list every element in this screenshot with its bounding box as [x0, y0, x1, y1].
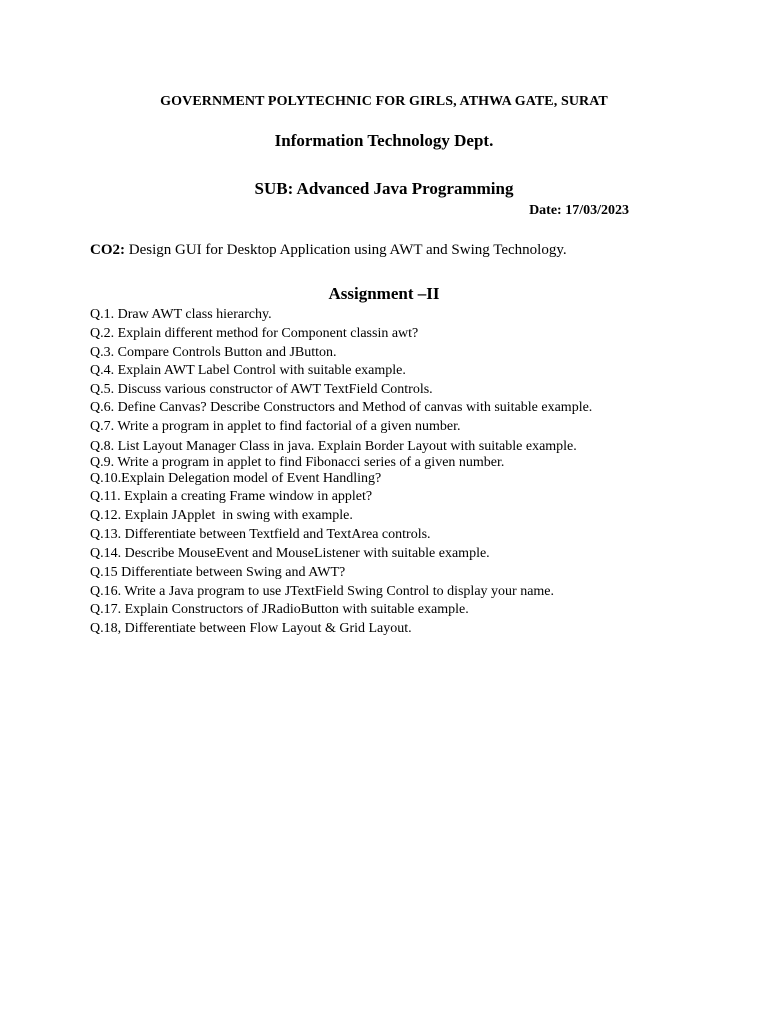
question-item: Q.4. Explain AWT Label Control with suitable example. — [90, 363, 406, 378]
question-item: Q.2. Explain different method for Component classin awt? — [90, 326, 419, 341]
assignment-date: Date: 17/03/2023 — [529, 203, 629, 218]
department-name: Information Technology Dept. — [274, 131, 494, 150]
question-item: Q.6. Define Canvas? Describe Constructors and Method of canvas with suitable example. — [90, 400, 593, 415]
question-item: Q.14. Describe MouseEvent and MouseListener with suitable example. — [90, 546, 490, 561]
question-item: Q.13. Differentiate between Textfield and TextArea controls. — [90, 527, 431, 542]
subject-title: SUB: Advanced Java Programming — [254, 179, 514, 198]
question-item: Q.1. Draw AWT class hierarchy. — [90, 307, 272, 322]
question-item: Q.15 Differentiate between Swing and AWT? — [90, 565, 346, 580]
institute-name: GOVERNMENT POLYTECHNIC FOR GIRLS, ATHWA GATE, SURAT — [160, 94, 608, 109]
question-item: Q.18, Differentiate between Flow Layout & Grid Layout. — [90, 621, 412, 636]
question-item: Q.5. Discuss various constructor of AWT TextField Controls. — [90, 382, 433, 397]
question-item: Q.7. Write a program in applet to find factorial of a given number. — [90, 419, 461, 434]
assignment-title: Assignment –II — [328, 284, 440, 303]
course-outcome-text: Design GUI for Desktop Application using AWT and Swing Technology. — [125, 242, 567, 258]
question-item: Q.10.Explain Delegation model of Event Handling? — [90, 471, 382, 486]
question-item: Q.12. Explain JApplet in swing with example. — [90, 508, 353, 523]
course-outcome — [90, 242, 567, 259]
question-item: Q.9. Write a program in applet to find Fibonacci series of a given number. — [90, 455, 505, 470]
question-item: Q.3. Compare Controls Button and JButton. — [90, 345, 337, 360]
question-item: Q.16. Write a Java program to use JTextField Swing Control to display your name. — [90, 584, 555, 599]
question-item: Q.11. Explain a creating Frame window in applet? — [90, 489, 373, 504]
question-item: Q.17. Explain Constructors of JRadioButton with suitable example. — [90, 602, 469, 617]
course-outcome-label: CO2: — [90, 242, 125, 258]
question-item: Q.8. List Layout Manager Class in java. Explain Border Layout with suitable example. — [90, 439, 577, 454]
